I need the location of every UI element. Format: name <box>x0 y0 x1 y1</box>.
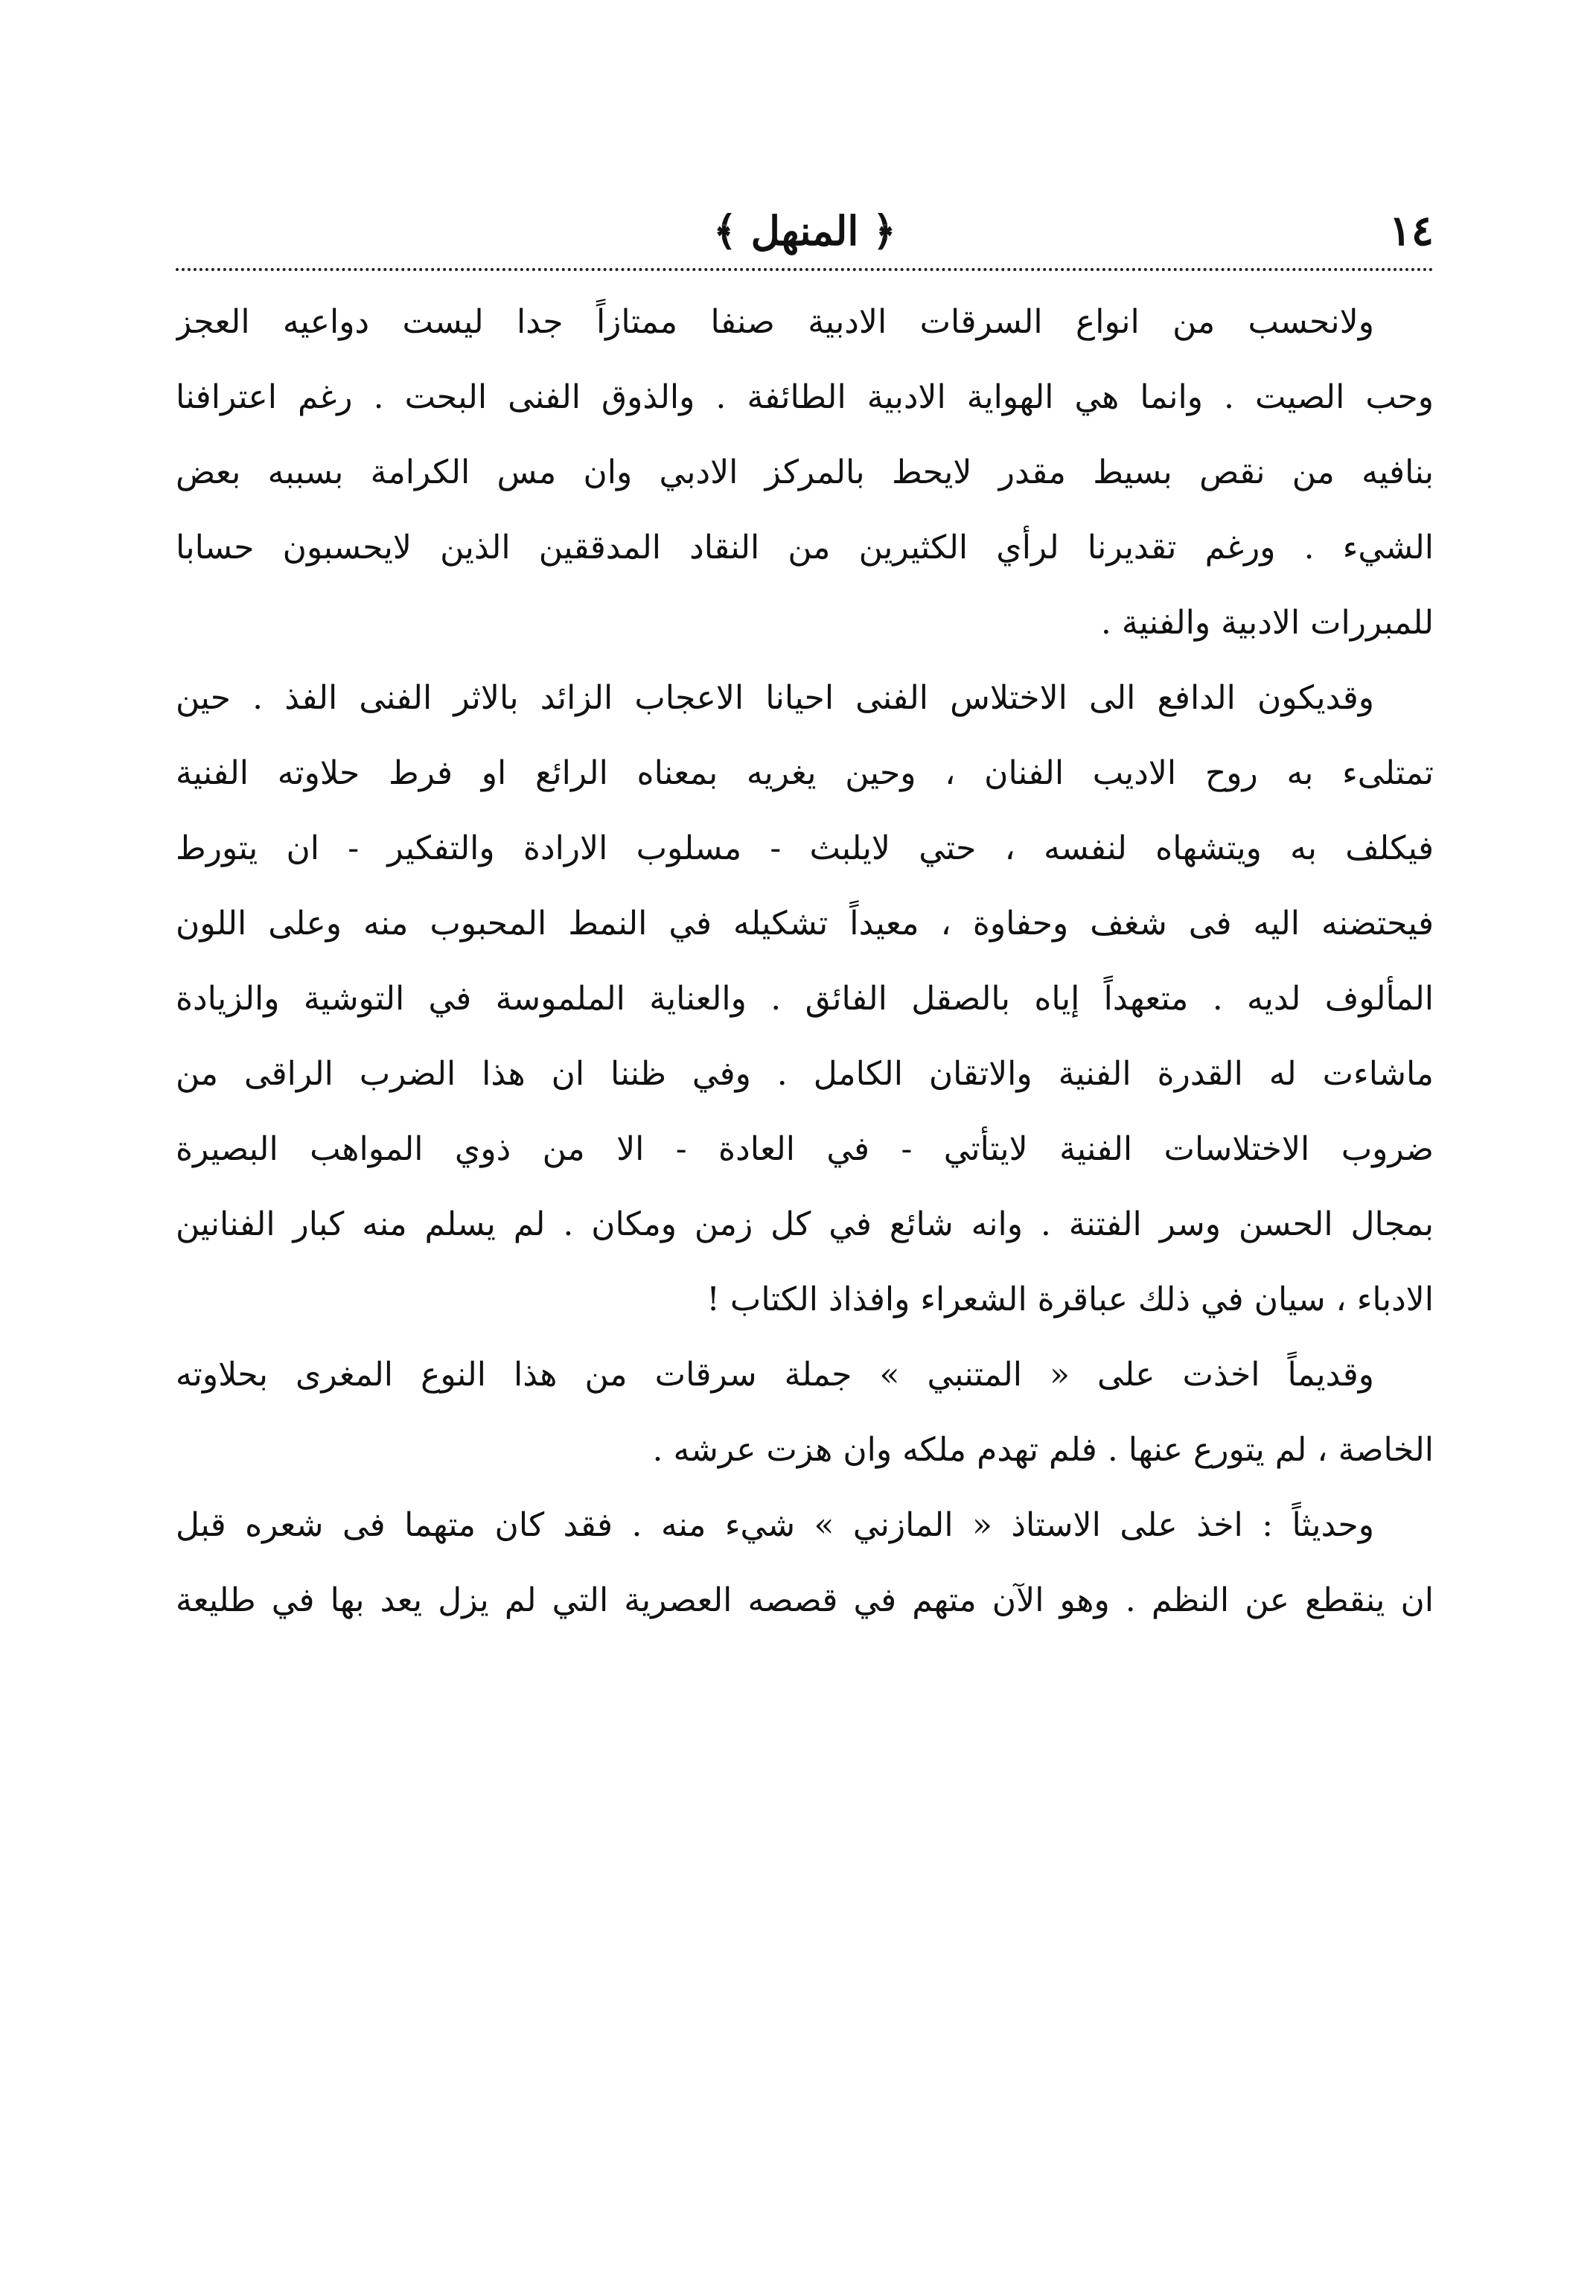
page-header <box>176 201 1434 261</box>
text-line: فيحتضنه اليه فى شغف وحفاوة ، معيداً تشكيله في النمط المحبوب منه وعلى اللون <box>176 905 1434 943</box>
text-line: الادباء ، سيان في ذلك عباقرة الشعراء وافذاذ الكتاب ! <box>706 1281 1434 1318</box>
header-divider <box>176 268 1434 271</box>
text-line: ماشاءت له القدرة الفنية والاتقان الكامل . وفي ظننا ان هذا الضرب الراقى من <box>176 1055 1434 1093</box>
text-line: ضروب الاختلاسات الفنية لايتأتي - في العادة - الا من ذوي المواهب البصيرة <box>176 1130 1434 1168</box>
running-title: ﴿ المنهل ﴾ <box>713 207 896 255</box>
paragraph-4 <box>176 1487 1434 1638</box>
page-number: ١٤ <box>1388 206 1434 255</box>
text-line: الشيء . ورغم تقديرنا لرأي الكثيرين من النقاد المدققين الذين لايحسبون حسابا <box>176 529 1434 567</box>
text-line: بنافيه من نقص بسيط مقدر لايحط بالمركز الادبي وان مس الكرامة بسببه بعض <box>176 453 1434 491</box>
paragraph-2 <box>176 660 1434 1337</box>
text-line: المألوف لديه . متعهداً إياه بالصقل الفائق . والعناية الملموسة في التوشية والزيادة <box>176 980 1434 1018</box>
paragraph-3 <box>176 1337 1434 1487</box>
text-line: ولانحسب من انواع السرقات الادبية صنفا ممتازاً جدا ليست دواعيه العجز <box>176 303 1374 341</box>
text-line: وحديثاً : اخذ على الاستاذ « المازني » شيء منه . فقد كان متهما فى شعره قبل <box>176 1506 1374 1544</box>
text-line: وقديكون الدافع الى الاختلاس الفنى احيانا الاعجاب الزائد بالاثر الفنى الفذ . حين <box>176 679 1374 717</box>
body-text <box>176 284 1434 1638</box>
text-line: وحب الصيت . وانما هي الهواية الادبية الطائفة . والذوق الفنى البحت . رغم اعترافنا <box>176 378 1434 416</box>
paragraph-1 <box>176 284 1434 660</box>
text-line: بمجال الحسن وسر الفتنة . وانه شائع في كل زمن ومكان . لم يسلم منه كبار الفنانين <box>176 1205 1434 1243</box>
text-line: فيكلف به ويتشهاه لنفسه ، حتي لايلبث - مسلوب الارادة والتفكير - ان يتورط <box>176 829 1434 867</box>
text-line: وقديماً اخذت على « المتنبي » جملة سرقات من هذا النوع المغرى بحلاوته <box>176 1356 1374 1394</box>
text-line: للمبررات الادبية والفنية . <box>1100 604 1434 642</box>
text-line: تمتلىء به روح الاديب الفنان ، وحين يغريه بمعناه الرائع او فرط حلاوته الفنية <box>176 754 1434 792</box>
text-line: ان ينقطع عن النظم . وهو الآن متهم في قصصه العصرية التي لم يزل يعد بها في طليعة <box>176 1581 1434 1619</box>
text-line: الخاصة ، لم يتورع عنها . فلم تهدم ملكه وان هزت عرشه . <box>652 1431 1434 1469</box>
